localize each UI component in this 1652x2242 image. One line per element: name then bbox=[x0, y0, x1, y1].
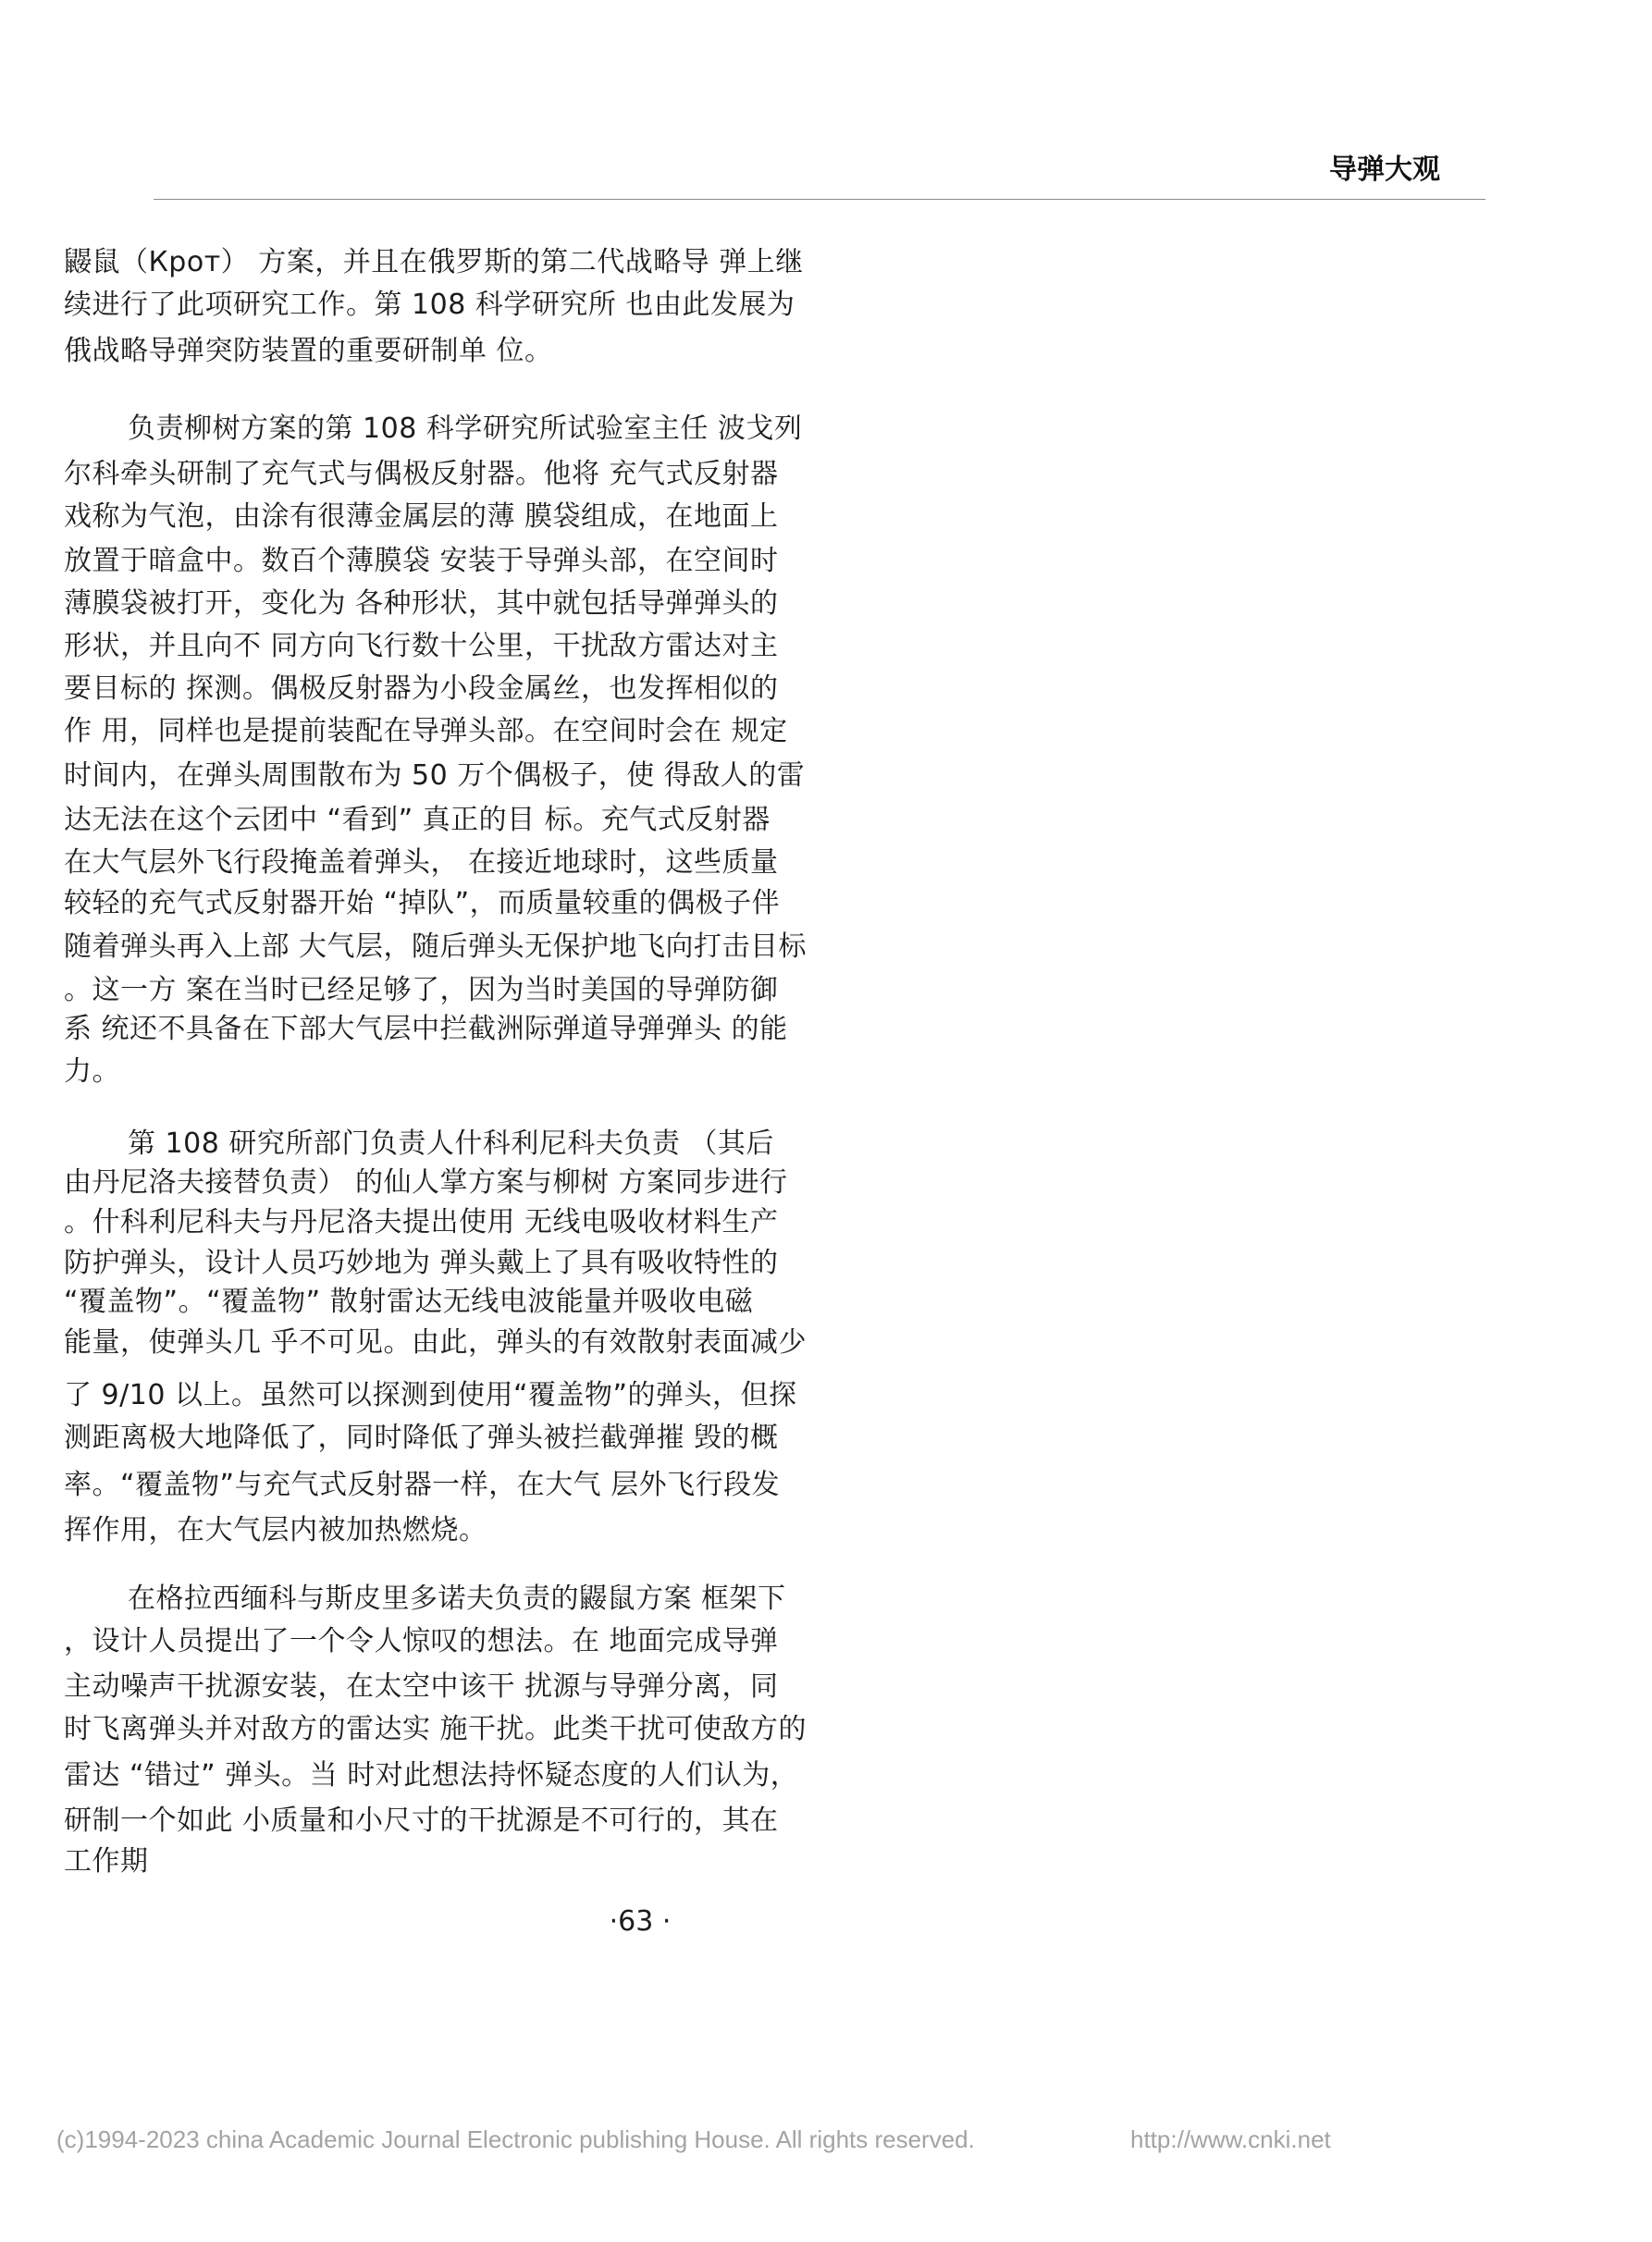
text-line: 作 用，同样也是提前装配在导弹头部。在空间时会在 规定 bbox=[64, 715, 788, 747]
text-line: 工作期 bbox=[64, 1845, 149, 1878]
text-line: 随着弹头再入上部 大气层，随后弹头无保护地飞向打击目标 bbox=[64, 930, 808, 963]
text-line: 形状，并且向不 同方向飞行数十公里，干扰敌方雷达对主 bbox=[64, 630, 779, 662]
copyright-notice: (c)1994-2023 china Academic Journal Electronic publishing House. All rights reserved. bbox=[56, 2125, 975, 2153]
text-line: 达无法在这个云团中 “看到” 真正的目 标。充气式反射器 bbox=[64, 804, 771, 836]
text-line: 时飞离弹头并对敌方的雷达实 施干扰。此类干扰可使敌方的 bbox=[64, 1713, 808, 1745]
text-line: “覆盖物”。“覆盖物” 散射雷达无线电波能量并吸收电磁 bbox=[64, 1286, 754, 1318]
text-line: 主动噪声干扰源安装，在太空中该干 扰源与导弹分离，同 bbox=[64, 1670, 779, 1703]
footer-url: http://www.cnki.net bbox=[1130, 2125, 1331, 2153]
text-line: 。这一方 案在当时已经足够了，因为当时美国的导弹防御 bbox=[64, 974, 779, 1006]
header-divider bbox=[154, 199, 1486, 200]
text-line: 了 9/10 以上。虽然可以探测到使用“覆盖物”的弹头，但探 bbox=[64, 1379, 797, 1411]
text-line: 研制一个如此 小质量和小尺寸的干扰源是不可行的，其在 bbox=[64, 1805, 779, 1837]
text-line: 鼹鼠（Крот） 方案，并且在俄罗斯的第二代战略导 弹上继 bbox=[64, 246, 804, 278]
text-line: 在格拉西缅科与斯皮里多诺夫负责的鼹鼠方案 框架下 bbox=[128, 1583, 786, 1615]
text-line: 测距离极大地降低了，同时降低了弹头被拦截弹摧 毁的概 bbox=[64, 1422, 779, 1454]
text-line: 。什科利尼科夫与丹尼洛夫提出使用 无线电吸收材料生产 bbox=[64, 1206, 779, 1238]
text-line: ，设计人员提出了一个令人惊叹的想法。在 地面完成导弹 bbox=[64, 1625, 779, 1657]
text-line: 雷达 “错过” 弹头。当 时对此想法持怀疑态度的人们认为， bbox=[64, 1759, 799, 1792]
text-line: 俄战略导弹突防装置的重要研制单 位。 bbox=[64, 335, 553, 367]
text-line: 挥作用，在大气层内被加热燃烧。 bbox=[64, 1514, 487, 1546]
text-line: 力。 bbox=[64, 1055, 120, 1088]
text-line: 由丹尼洛夫接替负责） 的仙人掌方案与柳树 方案同步进行 bbox=[64, 1166, 788, 1199]
text-line: 放置于暗盒中。数百个薄膜袋 安装于导弹头部，在空间时 bbox=[64, 545, 779, 577]
text-line: 第 108 研究所部门负责人什科利尼科夫负责 （其后 bbox=[128, 1127, 774, 1160]
text-line: 薄膜袋被打开，变化为 各种形状，其中就包括导弹弹头的 bbox=[64, 587, 779, 620]
text-line: 率。“覆盖物”与充气式反射器一样，在大气 层外飞行段发 bbox=[64, 1469, 781, 1501]
text-line: 时间内，在弹头周围散布为 50 万个偶极子，使 得敌人的雷 bbox=[64, 759, 806, 792]
text-line: 尔科牵头研制了充气式与偶极反射器。他将 充气式反射器 bbox=[64, 458, 779, 490]
text-line: 戏称为气泡，由涂有很薄金属层的薄 膜袋组成，在地面上 bbox=[64, 500, 779, 533]
text-line: 续进行了此项研究工作。第 108 科学研究所 也由此发展为 bbox=[64, 289, 795, 321]
page-number: ·63 · bbox=[609, 1905, 672, 1938]
text-line: 在大气层外飞行段掩盖着弹头， 在接近地球时，这些质量 bbox=[64, 846, 779, 879]
text-line: 负责柳树方案的第 108 科学研究所试验室主任 波戈列 bbox=[128, 413, 803, 445]
section-title: 导弹大观 bbox=[1329, 154, 1440, 186]
text-line: 较轻的充气式反射器开始 “掉队”，而质量较重的偶极子伴 bbox=[64, 887, 781, 919]
text-line: 要目标的 探测。偶极反射器为小段金属丝，也发挥相似的 bbox=[64, 672, 779, 705]
text-line: 能量，使弹头几 乎不可见。由此，弹头的有效散射表面减少 bbox=[64, 1326, 808, 1359]
text-line: 防护弹头，设计人员巧妙地为 弹头戴上了具有吸收特性的 bbox=[64, 1247, 779, 1279]
text-line: 系 统还不具备在下部大气层中拦截洲际弹道导弹弹头 的能 bbox=[64, 1013, 788, 1045]
